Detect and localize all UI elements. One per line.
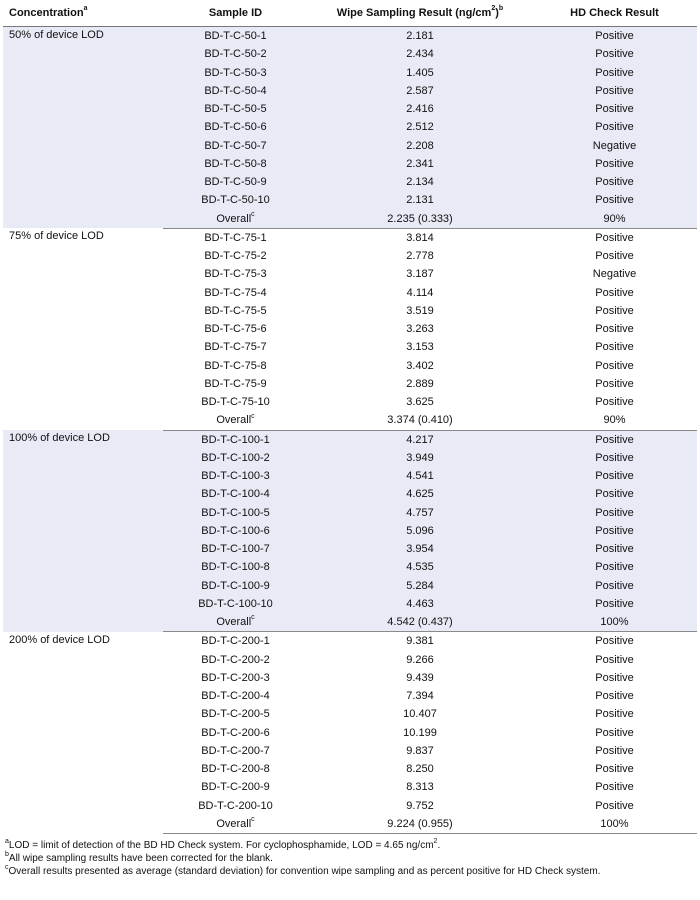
overall-footnote-mark: c [251, 412, 255, 420]
hd-check-cell: Negative [592, 268, 637, 281]
hd-check-cell: Positive [532, 173, 697, 191]
wipe-result-cell: 2.889 [406, 377, 434, 390]
overall-label-cell [163, 210, 308, 229]
wipe-result-cell: 2.512 [308, 118, 532, 136]
sample-id-cell: BD-T-C-100-2 [163, 449, 308, 467]
hd-check-cell: Positive [595, 359, 634, 372]
concentration-cell: 100% of device LOD [3, 430, 163, 632]
wipe-result-cell: 3.519 [406, 304, 434, 317]
sample-id-cell: BD-T-C-200-4 [201, 690, 270, 703]
overall-label: Overall [216, 414, 252, 427]
sample-id-cell: BD-T-C-75-1 [204, 231, 267, 244]
overall-wipe-cell: 3.374 (0.410) [308, 411, 532, 430]
overall-hd-cell: 90% [532, 210, 697, 229]
hd-check-cell: Positive [532, 100, 697, 118]
hd-check-cell: Positive [532, 485, 697, 503]
sample-id-cell: BD-T-C-200-5 [201, 708, 270, 721]
overall-wipe-cell: 9.224 (0.955) [308, 815, 532, 834]
concentration-cell: 200% of device LOD [9, 633, 110, 646]
hd-check-cell: Positive [595, 763, 634, 776]
footnote [5, 865, 697, 878]
sample-id-cell: BD-T-C-50-3 [163, 64, 308, 82]
overall-label: Overall [216, 616, 252, 629]
hd-check-cell: Positive [532, 467, 697, 485]
hd-check-cell: Positive [595, 726, 634, 739]
sample-id-cell: BD-T-C-50-5 [163, 100, 308, 118]
sample-id-cell: BD-T-C-100-9 [163, 577, 308, 595]
sample-id-cell: BD-T-C-200-6 [201, 726, 270, 739]
hd-check-cell: Positive [595, 781, 634, 794]
sample-id-cell: BD-T-C-50-4 [163, 82, 308, 100]
wipe-result-cell: 2.778 [406, 250, 434, 263]
concentration-group [3, 27, 697, 229]
concentration-group [3, 632, 697, 834]
sample-id-cell: BD-T-C-75-7 [204, 341, 267, 354]
hd-check-cell: Positive [595, 341, 634, 354]
wipe-result-cell: 3.625 [406, 396, 434, 409]
sample-id-cell: BD-T-C-50-7 [163, 137, 308, 155]
wipe-result-cell: 3.949 [308, 449, 532, 467]
footnote-text: All wipe sampling results have been corrected for the blank. [8, 853, 273, 864]
table-footnotes [3, 839, 697, 878]
overall-label-cell [163, 411, 308, 430]
sample-id-cell: BD-T-C-100-3 [163, 467, 308, 485]
wipe-result-cell: 2.587 [308, 82, 532, 100]
table-header [3, 0, 697, 27]
sample-id-cell: BD-T-C-75-8 [204, 359, 267, 372]
wipe-result-cell: 3.263 [406, 323, 434, 336]
wipe-result-cell: 4.114 [406, 286, 434, 299]
sample-id-cell: BD-T-C-50-8 [163, 155, 308, 173]
overall-label-cell [163, 815, 308, 834]
table-row [3, 228, 697, 247]
concentration-cell: 75% of device LOD [9, 230, 104, 243]
hd-check-cell: Positive [532, 155, 697, 173]
sample-id-cell: BD-T-C-100-10 [163, 595, 308, 613]
wipe-result-cell: 10.407 [403, 708, 437, 721]
sample-id-cell: BD-T-C-100-5 [163, 504, 308, 522]
overall-hd-cell: 100% [532, 815, 697, 834]
sample-id-cell: BD-T-C-100-8 [163, 558, 308, 576]
overall-label: Overall [216, 817, 252, 830]
hd-check-cell: Positive [532, 540, 697, 558]
hd-check-cell: Positive [595, 690, 634, 703]
results-table-container [3, 0, 697, 878]
wipe-result-cell: 2.208 [308, 137, 532, 155]
header-wipe-result: Wipe Sampling Result $(ng/cm^2)^b$ [308, 0, 532, 27]
wipe-result-cell: 4.535 [308, 558, 532, 576]
wipe-result-cell: 2.134 [308, 173, 532, 191]
wipe-result-cell: 2.131 [308, 191, 532, 209]
sample-id-cell: BD-T-C-75-10 [201, 396, 270, 409]
wipe-result-cell: 3.402 [406, 359, 434, 372]
sample-id-cell: BD-T-C-200-9 [201, 781, 270, 794]
footnote-mark: a [5, 837, 9, 845]
sample-id-cell: BD-T-C-75-9 [204, 377, 267, 390]
sample-id-cell: BD-T-C-100-6 [163, 522, 308, 540]
overall-label-cell [163, 613, 308, 632]
hd-check-cell: Positive [532, 577, 697, 595]
wipe-sampling-results-table [3, 0, 697, 834]
wipe-result-cell: 8.250 [406, 763, 434, 776]
overall-footnote-mark: c [251, 614, 255, 622]
table-row [3, 430, 697, 449]
sample-id-cell: BD-T-C-200-1 [201, 635, 270, 648]
wipe-result-cell: 4.541 [308, 467, 532, 485]
wipe-result-cell: 5.284 [308, 577, 532, 595]
wipe-result-cell: 10.199 [403, 726, 437, 739]
hd-check-cell: Positive [532, 27, 697, 46]
wipe-result-cell: 3.954 [308, 540, 532, 558]
sample-id-cell: BD-T-C-75-5 [204, 304, 267, 317]
wipe-result-cell: 2.434 [308, 45, 532, 63]
sample-id-cell: BD-T-C-200-3 [201, 671, 270, 684]
header-row [3, 0, 697, 27]
hd-check-cell: Positive [595, 304, 634, 317]
overall-label: Overall [216, 212, 252, 225]
hd-check-cell: Positive [532, 449, 697, 467]
wipe-result-cell: 4.463 [308, 595, 532, 613]
wipe-result-cell: 5.096 [308, 522, 532, 540]
wipe-result-cell: 3.153 [406, 341, 434, 354]
footnote [5, 852, 697, 865]
overall-hd-cell: 100% [532, 613, 697, 632]
concentration-group [3, 228, 697, 430]
sample-id-cell: BD-T-C-200-10 [198, 799, 273, 812]
concentration-group [3, 430, 697, 632]
hd-check-cell: Positive [532, 430, 697, 449]
header-sample-id: Sample ID [163, 0, 308, 27]
wipe-result-cell: 9.439 [406, 671, 434, 684]
overall-hd-cell: 90% [532, 411, 697, 430]
hd-check-cell: Positive [595, 323, 634, 336]
hd-check-cell: Positive [532, 504, 697, 522]
wipe-result-cell: 9.837 [406, 744, 434, 757]
header-hd-check: HD Check Result [532, 0, 697, 27]
sample-id-cell: BD-T-C-200-8 [201, 763, 270, 776]
footnote [5, 839, 697, 852]
table-row [3, 632, 697, 651]
hd-check-cell: Positive [532, 558, 697, 576]
wipe-result-cell: 4.217 [308, 430, 532, 449]
hd-check-cell: Positive [595, 396, 634, 409]
sample-id-cell: BD-T-C-75-4 [204, 286, 267, 299]
wipe-result-cell: 2.416 [308, 100, 532, 118]
wipe-result-cell: 3.187 [406, 268, 434, 281]
sample-id-cell: BD-T-C-200-2 [201, 653, 270, 666]
hd-check-cell: Positive [595, 653, 634, 666]
footnote-mark: b [5, 850, 9, 858]
hd-check-cell: Positive [595, 377, 634, 390]
hd-check-cell: Positive [595, 286, 634, 299]
hd-check-cell: Positive [595, 671, 634, 684]
sample-id-cell: BD-T-C-75-3 [204, 268, 267, 281]
sample-id-cell: BD-T-C-50-9 [163, 173, 308, 191]
sample-id-cell: BD-T-C-50-10 [163, 191, 308, 209]
footnote-superscript: 2 [433, 837, 438, 845]
wipe-result-cell: 4.757 [308, 504, 532, 522]
sample-id-cell: BD-T-C-100-1 [163, 430, 308, 449]
overall-footnote-mark: c [251, 210, 255, 218]
footnote-text: Overall results presented as average (standard deviation) for convention wipe sampling and as percent positive for HD Check system. [8, 866, 601, 877]
hd-check-cell: Positive [595, 799, 634, 812]
hd-check-cell: Positive [532, 118, 697, 136]
wipe-result-cell: 2.181 [308, 27, 532, 46]
overall-wipe-cell: 4.542 (0.437) [308, 613, 532, 632]
wipe-result-cell: 2.341 [308, 155, 532, 173]
header-concentration: Concentration$^a$ [3, 0, 163, 27]
wipe-result-cell: 3.814 [406, 231, 434, 244]
hd-check-cell: Positive [532, 82, 697, 100]
footnote-tail: . [437, 840, 441, 851]
wipe-result-cell: 9.266 [406, 653, 434, 666]
concentration-cell: 50% of device LOD [3, 27, 163, 229]
hd-check-cell: Positive [595, 231, 634, 244]
hd-check-cell: Negative [532, 137, 697, 155]
hd-check-cell: Positive [532, 45, 697, 63]
footnote-text: LOD = limit of detection of the BD HD Check system. For cyclophosphamide, LOD = 4.65 ng/cm [8, 840, 434, 851]
hd-check-cell: Positive [532, 595, 697, 613]
overall-footnote-mark: c [251, 816, 255, 824]
sample-id-cell: BD-T-C-50-6 [163, 118, 308, 136]
hd-check-cell: Positive [595, 708, 634, 721]
sample-id-cell: BD-T-C-100-7 [163, 540, 308, 558]
overall-wipe-cell: 2.235 (0.333) [308, 210, 532, 229]
hd-check-cell: Positive [532, 64, 697, 82]
hd-check-cell: Positive [595, 635, 634, 648]
sample-id-cell: BD-T-C-50-2 [163, 45, 308, 63]
wipe-result-cell: 7.394 [406, 690, 434, 703]
footnote-mark: c [5, 863, 9, 871]
sample-id-cell: BD-T-C-200-7 [201, 744, 270, 757]
sample-id-cell: BD-T-C-75-6 [204, 323, 267, 336]
hd-check-cell: Positive [595, 250, 634, 263]
wipe-result-cell: 4.625 [308, 485, 532, 503]
hd-check-cell: Positive [595, 744, 634, 757]
wipe-result-cell: 9.381 [406, 635, 434, 648]
table-row [3, 27, 697, 46]
hd-check-cell: Positive [532, 191, 697, 209]
wipe-result-cell: 1.405 [308, 64, 532, 82]
wipe-result-cell: 8.313 [406, 781, 434, 794]
sample-id-cell: BD-T-C-50-1 [163, 27, 308, 46]
sample-id-cell: BD-T-C-100-4 [163, 485, 308, 503]
sample-id-cell: BD-T-C-75-2 [204, 250, 267, 263]
hd-check-cell: Positive [532, 522, 697, 540]
wipe-result-cell: 9.752 [406, 799, 434, 812]
